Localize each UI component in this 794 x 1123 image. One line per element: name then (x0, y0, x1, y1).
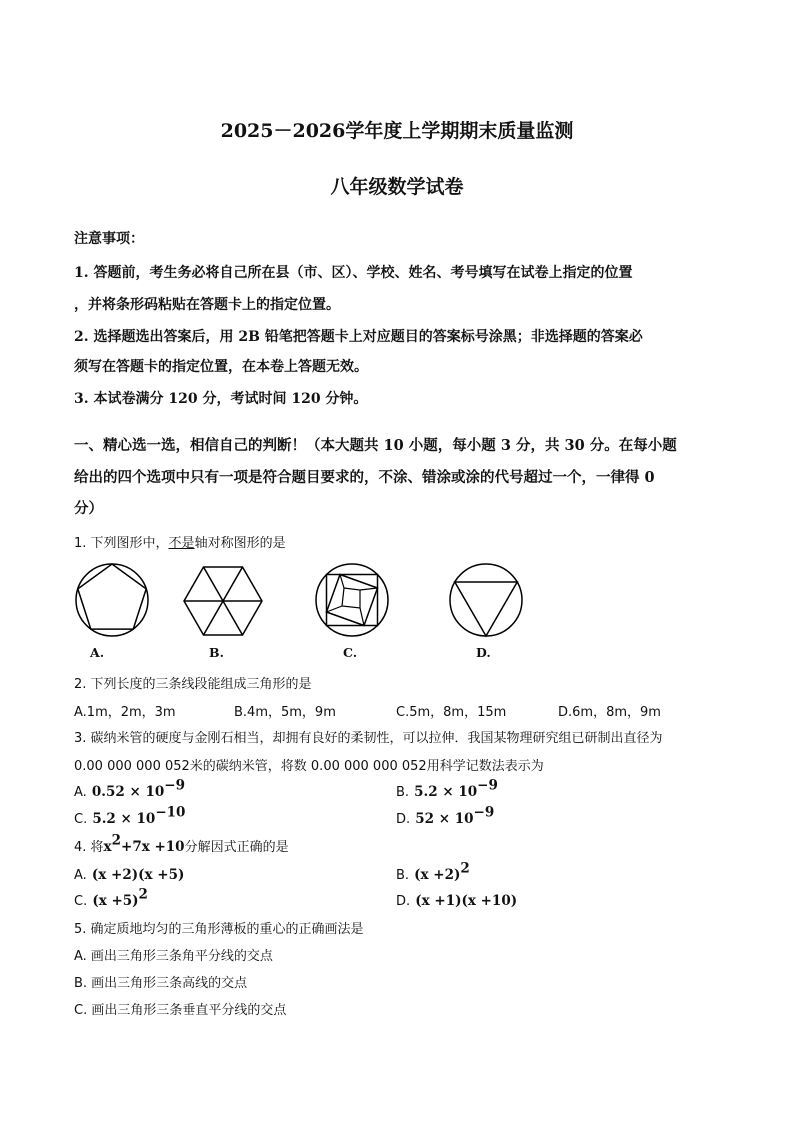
option-expression: 5.2 × 10 (414, 784, 478, 800)
option-exponent: −9 (477, 777, 498, 794)
question-4-stem-post: 分解因式正确的是 (184, 840, 289, 855)
question-3-option-a (74, 777, 185, 800)
question-4-option-a (74, 864, 184, 883)
option-exponent: −9 (473, 804, 495, 821)
question-5-option-a: A. 画出三角形三条角平分线的交点 (74, 949, 273, 964)
question-4-option-c (74, 886, 148, 909)
question-1-emphasis: 不是 (168, 536, 195, 551)
question-4-stem (74, 832, 289, 855)
option-expression: 5.2 × 10 (92, 811, 156, 827)
notice-line: 须写在答题卡的指定位置，在本卷上答题无效。 (74, 359, 368, 375)
notice-line: 2. 选择题选出答案后，用 2B 铅笔把答题卡上对应题目的答案标号涂黑；非选择题的答案必 (74, 329, 643, 345)
notice-line: 3. 本试卷满分 120 分，考试时间 120 分钟。 (74, 391, 368, 407)
question-4-exponent: 2 (111, 832, 122, 849)
notice-line: 1. 答题前，考生务必将自己所在县（市、区）、学校、姓名、考号填写在试卷上指定的位置 (74, 265, 633, 281)
question-2-stem: 2. 下列长度的三条线段能组成三角形的是 (74, 677, 312, 692)
exam-title: 2025－2026学年度上学期期末质量监测 (220, 120, 574, 142)
option-exponent: −9 (164, 777, 185, 794)
question-4-option-b (396, 860, 470, 883)
question-1-stem (74, 532, 286, 551)
section-heading-line: 一、精心选一选，相信自己的判断！（本大题共 10 小题，每小题 3 分，共 30 分。在每小题 (74, 437, 677, 454)
option-letter: C. (74, 812, 88, 827)
question-2-option-b: B.4m，5m，9m (234, 705, 336, 720)
figure-a-pentagon-in-circle (74, 562, 150, 638)
figure-b-label: B. (209, 645, 224, 660)
option-expression: 0.52 × 10 (91, 784, 165, 800)
question-5-option-b: B. 画出三角形三条高线的交点 (74, 976, 248, 991)
exam-subtitle: 八年级数学试卷 (330, 176, 464, 198)
figure-b-hexagon (182, 564, 264, 638)
question-3-stem-line-2: 0.00 000 000 052米的碳纳米管，将数 0.00 000 000 052用科学记数法表示为 (74, 759, 544, 774)
question-1-suffix: 轴对称图形的是 (194, 536, 286, 551)
figure-c-label: C. (343, 645, 358, 660)
section-heading-line: 分） (74, 500, 103, 517)
question-5-option-c: C. 画出三角形三条垂直平分线的交点 (74, 1003, 287, 1018)
question-2-option-d: D.6m，8m，9m (558, 705, 661, 720)
option-expression: (x +2)(x +5) (91, 867, 185, 883)
option-letter: B. (396, 868, 410, 883)
option-letter: B. (396, 785, 410, 800)
option-letter: D. (396, 894, 411, 909)
question-2-option-a: A.1m，2m，3m (74, 705, 176, 720)
question-1-prefix: 1. 下列图形中， (74, 536, 169, 551)
question-3-stem-line-1: 3. 碳纳米管的硬度与金刚石相当，却拥有良好的柔韧性，可以拉伸．我国某物理研究组已研制出直径为 (74, 731, 663, 746)
question-2-option-c: C.5m，8m，15m (396, 705, 507, 720)
option-exponent: −10 (155, 804, 186, 821)
figure-a-label: A. (90, 645, 105, 660)
question-4-stem-pre: 4. 将 (74, 840, 104, 855)
notice-heading: 注意事项： (74, 231, 144, 247)
question-4-expression: x (103, 839, 112, 855)
option-expression: (x +1)(x +10) (415, 893, 518, 909)
figure-d-triangle-in-circle (448, 562, 524, 638)
option-letter: C. (74, 894, 88, 909)
option-exponent: 2 (460, 860, 470, 877)
question-3-option-c (74, 804, 186, 827)
option-expression: (x +5) (92, 893, 139, 909)
question-4-option-d (396, 890, 517, 909)
question-3-option-d (396, 804, 495, 827)
notice-line: ，并将条形码粘贴在答题卡上的指定位置。 (74, 297, 340, 313)
option-letter: A. (74, 785, 87, 800)
figure-c-squares-in-circle (314, 562, 390, 638)
option-expression: 52 × 10 (415, 811, 474, 827)
option-expression: (x +2) (414, 867, 461, 883)
option-letter: A. (74, 868, 87, 883)
question-4-expression-rest: +7x +10 (121, 839, 185, 855)
section-heading-line: 给出的四个选项中只有一项是符合题目要求的，不涂、错涂或涂的代号超过一个，一律得 0 (74, 469, 655, 486)
option-letter: D. (396, 812, 411, 827)
question-3-option-b (396, 777, 498, 800)
option-exponent: 2 (138, 886, 148, 903)
figure-d-label: D. (476, 645, 491, 660)
question-5-stem: 5. 确定质地均匀的三角形薄板的重心的正确画法是 (74, 922, 364, 937)
